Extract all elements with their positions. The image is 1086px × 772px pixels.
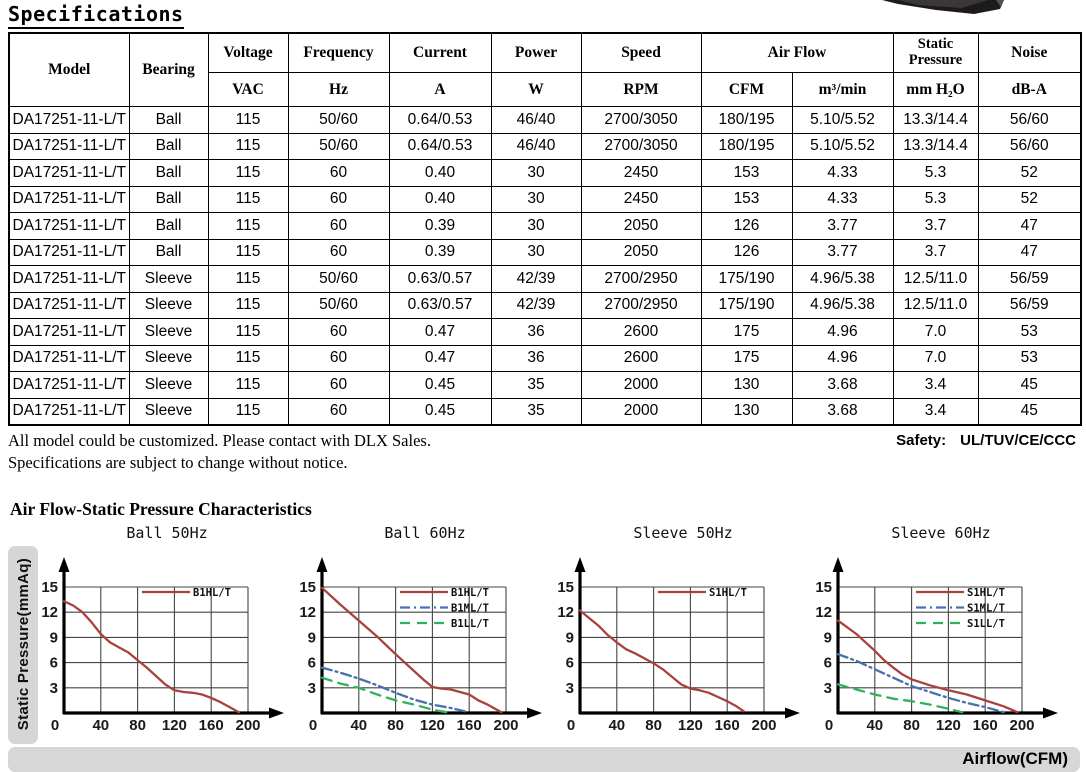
table-cell: 60	[288, 239, 389, 266]
safety-value: UL/TUV/CE/CCC	[960, 432, 1076, 449]
table-cell: 0.39	[389, 239, 491, 266]
svg-text:80: 80	[129, 716, 146, 734]
table-cell: 5.10/5.52	[792, 107, 893, 134]
table-cell: 180/195	[701, 133, 792, 160]
svg-text:120: 120	[419, 716, 445, 734]
unit-cfm: CFM	[701, 73, 792, 107]
table-cell: 56/60	[978, 107, 1081, 134]
table-row	[9, 266, 1081, 293]
table-cell: DA17251-11-L/T	[9, 398, 129, 425]
safety-approvals	[896, 432, 1080, 449]
table-cell: DA17251-11-L/T	[9, 239, 129, 266]
table-cell: 126	[701, 213, 792, 240]
table-cell: 50/60	[288, 266, 389, 293]
svg-text:15: 15	[557, 578, 574, 596]
svg-text:12: 12	[557, 603, 574, 621]
table-cell: 153	[701, 186, 792, 213]
svg-text:200: 200	[493, 716, 519, 734]
table-cell: 0.45	[389, 372, 491, 399]
table-row	[9, 319, 1081, 346]
svg-text:40: 40	[866, 716, 884, 734]
table-cell: DA17251-11-L/T	[9, 266, 129, 293]
table-cell: Sleeve	[129, 319, 208, 346]
table-cell: 46/40	[491, 107, 581, 134]
table-cell: 2700/2950	[581, 266, 701, 293]
unit-dba: dB-A	[978, 73, 1081, 107]
table-row	[9, 107, 1081, 134]
chart-ball-50hz	[38, 524, 296, 743]
svg-text:80: 80	[903, 716, 920, 734]
table-cell: 35	[491, 398, 581, 425]
svg-text:40: 40	[608, 716, 626, 734]
col-header-airflow: Air Flow	[701, 33, 893, 73]
table-cell: 0.47	[389, 345, 491, 372]
table-cell: 13.3/14.4	[893, 107, 978, 134]
table-row	[9, 398, 1081, 425]
table-cell: 5.3	[893, 160, 978, 187]
safety-label: Safety:	[896, 432, 947, 449]
chart-sleeve-60hz	[812, 524, 1070, 743]
footnotes	[8, 430, 1080, 475]
col-header-noise: Noise	[978, 33, 1081, 73]
table-cell: 175	[701, 345, 792, 372]
svg-text:200: 200	[235, 716, 261, 734]
table-row	[9, 186, 1081, 213]
table-cell: Sleeve	[129, 372, 208, 399]
chart-canvas	[38, 545, 296, 743]
table-cell: 126	[701, 239, 792, 266]
svg-text:40: 40	[92, 716, 110, 734]
table-cell: 53	[978, 345, 1081, 372]
table-cell: 36	[491, 319, 581, 346]
col-header-voltage: Voltage	[208, 33, 288, 73]
table-cell: DA17251-11-L/T	[9, 133, 129, 160]
table-cell: 3.7	[893, 239, 978, 266]
table-cell: 50/60	[288, 292, 389, 319]
col-header-frequency: Frequency	[288, 33, 389, 73]
y-axis-label-strip	[8, 546, 38, 744]
svg-text:B1ML/T: B1ML/T	[451, 602, 489, 615]
table-cell: DA17251-11-L/T	[9, 319, 129, 346]
table-cell: 12.5/11.0	[893, 292, 978, 319]
svg-text:B1HL/T: B1HL/T	[451, 586, 489, 599]
table-cell: 2050	[581, 213, 701, 240]
unit-vac: VAC	[208, 73, 288, 107]
table-cell: 115	[208, 186, 288, 213]
svg-text:15: 15	[299, 578, 316, 596]
table-cell: 0.47	[389, 319, 491, 346]
table-cell: 4.33	[792, 186, 893, 213]
table-cell: 30	[491, 213, 581, 240]
col-header-static-pressure: Static Pressure	[893, 33, 978, 73]
unit-mmh2o: mm H₂O	[893, 73, 978, 107]
svg-text:S1LL/T: S1LL/T	[967, 617, 1005, 630]
table-cell: 13.3/14.4	[893, 133, 978, 160]
svg-text:9: 9	[823, 628, 832, 646]
table-cell: 3.68	[792, 398, 893, 425]
table-cell: 2450	[581, 160, 701, 187]
table-cell: 2700/2950	[581, 292, 701, 319]
table-row	[9, 213, 1081, 240]
svg-text:3: 3	[565, 679, 574, 697]
table-cell: 2700/3050	[581, 133, 701, 160]
table-cell: 175/190	[701, 292, 792, 319]
table-cell: 47	[978, 213, 1081, 240]
unit-w: W	[491, 73, 581, 107]
page-title: Specifications	[8, 2, 184, 29]
table-cell: Ball	[129, 160, 208, 187]
table-cell: 53	[978, 319, 1081, 346]
table-cell: 0.39	[389, 213, 491, 240]
svg-text:120: 120	[935, 716, 961, 734]
chart-sleeve-50hz	[554, 524, 812, 743]
table-cell: 115	[208, 239, 288, 266]
svg-text:S1HL/T: S1HL/T	[709, 586, 747, 599]
x-axis-label-bar	[8, 747, 1080, 772]
svg-text:40: 40	[350, 716, 368, 734]
chart-ball-60hz	[296, 524, 554, 743]
table-cell: 47	[978, 239, 1081, 266]
svg-text:6: 6	[565, 654, 574, 672]
table-cell: 3.4	[893, 372, 978, 399]
table-cell: 175/190	[701, 266, 792, 293]
svg-text:9: 9	[49, 628, 58, 646]
table-cell: 60	[288, 319, 389, 346]
col-header-current: Current	[389, 33, 491, 73]
table-cell: 4.96	[792, 319, 893, 346]
table-row	[9, 239, 1081, 266]
unit-rpm: RPM	[581, 73, 701, 107]
table-cell: 2000	[581, 372, 701, 399]
table-cell: 115	[208, 398, 288, 425]
svg-text:200: 200	[751, 716, 777, 734]
svg-text:3: 3	[49, 679, 58, 697]
table-cell: Ball	[129, 107, 208, 134]
table-cell: 0.64/0.53	[389, 107, 491, 134]
table-cell: 130	[701, 372, 792, 399]
table-cell: 0.40	[389, 160, 491, 187]
table-cell: DA17251-11-L/T	[9, 160, 129, 187]
table-cell: 60	[288, 160, 389, 187]
table-cell: 180/195	[701, 107, 792, 134]
svg-text:0: 0	[824, 716, 834, 734]
svg-text:B1HL/T: B1HL/T	[193, 586, 231, 599]
charts-area	[8, 524, 1086, 744]
table-cell: 0.40	[389, 186, 491, 213]
svg-text:9: 9	[565, 628, 574, 646]
table-cell: 2450	[581, 186, 701, 213]
chart-canvas	[554, 545, 812, 743]
table-cell: DA17251-11-L/T	[9, 186, 129, 213]
table-cell: 4.96	[792, 345, 893, 372]
col-header-speed: Speed	[581, 33, 701, 73]
table-cell: 30	[491, 186, 581, 213]
svg-text:0: 0	[50, 716, 60, 734]
col-header-model: Model	[9, 33, 129, 107]
table-cell: 60	[288, 345, 389, 372]
table-row	[9, 292, 1081, 319]
table-cell: 56/59	[978, 266, 1081, 293]
table-cell: 130	[701, 398, 792, 425]
svg-text:B1LL/T: B1LL/T	[451, 617, 489, 630]
table-cell: 60	[288, 398, 389, 425]
svg-text:3: 3	[823, 679, 832, 697]
table-cell: Sleeve	[129, 398, 208, 425]
note-subject-to-change: Specifications are subject to change without notice.	[8, 453, 348, 473]
table-cell: 4.96/5.38	[792, 266, 893, 293]
table-cell: 60	[288, 213, 389, 240]
svg-text:12: 12	[815, 603, 832, 621]
table-cell: 2600	[581, 319, 701, 346]
table-cell: 115	[208, 266, 288, 293]
table-cell: 115	[208, 319, 288, 346]
svg-text:160: 160	[972, 716, 998, 734]
table-cell: 175	[701, 319, 792, 346]
table-cell: 46/40	[491, 133, 581, 160]
table-cell: 4.33	[792, 160, 893, 187]
table-cell: 50/60	[288, 107, 389, 134]
col-header-power: Power	[491, 33, 581, 73]
table-cell: 3.77	[792, 213, 893, 240]
table-cell: 115	[208, 160, 288, 187]
table-cell: 7.0	[893, 345, 978, 372]
table-cell: DA17251-11-L/T	[9, 292, 129, 319]
svg-text:80: 80	[387, 716, 404, 734]
table-cell: 36	[491, 345, 581, 372]
table-cell: 0.63/0.57	[389, 266, 491, 293]
section-title: Air Flow-Static Pressure Characteristics	[10, 498, 312, 519]
svg-text:6: 6	[307, 654, 316, 672]
table-cell: 2700/3050	[581, 107, 701, 134]
table-cell: 30	[491, 160, 581, 187]
table-cell: 3.77	[792, 239, 893, 266]
svg-text:S1HL/T: S1HL/T	[967, 586, 1005, 599]
unit-a: A	[389, 73, 491, 107]
table-row	[9, 160, 1081, 187]
table-cell: 56/60	[978, 133, 1081, 160]
table-cell: 3.68	[792, 372, 893, 399]
svg-text:12: 12	[299, 603, 316, 621]
chart-canvas	[296, 545, 554, 743]
svg-text:15: 15	[815, 578, 832, 596]
specifications-table	[8, 32, 1082, 426]
table-row	[9, 372, 1081, 399]
svg-text:6: 6	[823, 654, 832, 672]
svg-text:6: 6	[49, 654, 58, 672]
fan-photo-corner	[878, 0, 1018, 18]
chart-title: Sleeve 60Hz	[891, 523, 991, 542]
table-cell: 45	[978, 372, 1081, 399]
svg-text:160: 160	[198, 716, 224, 734]
table-cell: 56/59	[978, 292, 1081, 319]
unit-hz: Hz	[288, 73, 389, 107]
table-cell: Sleeve	[129, 266, 208, 293]
table-cell: 2600	[581, 345, 701, 372]
svg-text:120: 120	[161, 716, 187, 734]
table-cell: 4.96/5.38	[792, 292, 893, 319]
table-cell: 2000	[581, 398, 701, 425]
table-cell: 2050	[581, 239, 701, 266]
table-cell: Sleeve	[129, 345, 208, 372]
table-cell: 3.7	[893, 213, 978, 240]
note-customized: All model could be customized. Please contact with DLX Sales.	[8, 431, 431, 450]
table-cell: 5.10/5.52	[792, 133, 893, 160]
table-row	[9, 133, 1081, 160]
chart-title: Ball 60Hz	[384, 523, 466, 542]
svg-text:200: 200	[1009, 716, 1035, 734]
table-cell: 52	[978, 186, 1081, 213]
svg-text:160: 160	[456, 716, 482, 734]
table-cell: 30	[491, 239, 581, 266]
table-cell: DA17251-11-L/T	[9, 213, 129, 240]
svg-text:160: 160	[714, 716, 740, 734]
svg-text:9: 9	[307, 628, 316, 646]
table-cell: 115	[208, 213, 288, 240]
chart-canvas	[812, 545, 1070, 743]
svg-text:0: 0	[308, 716, 318, 734]
svg-text:120: 120	[677, 716, 703, 734]
unit-m3min: m³/min	[792, 73, 893, 107]
table-cell: 0.64/0.53	[389, 133, 491, 160]
table-cell: 5.3	[893, 186, 978, 213]
svg-text:12: 12	[41, 603, 58, 621]
table-cell: 115	[208, 345, 288, 372]
table-cell: 35	[491, 372, 581, 399]
table-cell: 50/60	[288, 133, 389, 160]
svg-text:15: 15	[41, 578, 58, 596]
table-row	[9, 345, 1081, 372]
table-cell: Ball	[129, 186, 208, 213]
table-cell: 42/39	[491, 266, 581, 293]
table-cell: DA17251-11-L/T	[9, 372, 129, 399]
table-cell: 7.0	[893, 319, 978, 346]
table-cell: 42/39	[491, 292, 581, 319]
table-cell: 0.45	[389, 398, 491, 425]
chart-title: Sleeve 50Hz	[633, 523, 733, 542]
table-cell: Ball	[129, 133, 208, 160]
table-cell: 45	[978, 398, 1081, 425]
svg-text:0: 0	[566, 716, 576, 734]
table-cell: DA17251-11-L/T	[9, 107, 129, 134]
table-cell: 3.4	[893, 398, 978, 425]
table-cell: 52	[978, 160, 1081, 187]
table-cell: 60	[288, 372, 389, 399]
table-cell: Ball	[129, 239, 208, 266]
table-cell: 115	[208, 133, 288, 160]
table-cell: DA17251-11-L/T	[9, 345, 129, 372]
table-cell: 115	[208, 292, 288, 319]
svg-text:S1ML/T: S1ML/T	[967, 602, 1005, 615]
table-cell: 153	[701, 160, 792, 187]
y-axis-label: Static Pressure(mmAq)	[14, 558, 32, 731]
table-cell: 115	[208, 372, 288, 399]
table-cell: Sleeve	[129, 292, 208, 319]
table-cell: 12.5/11.0	[893, 266, 978, 293]
table-cell: 115	[208, 107, 288, 134]
svg-text:80: 80	[645, 716, 662, 734]
table-cell: 0.63/0.57	[389, 292, 491, 319]
col-header-bearing: Bearing	[129, 33, 208, 107]
table-cell: Ball	[129, 213, 208, 240]
x-axis-label: Airflow(CFM)	[962, 749, 1068, 769]
table-cell: 60	[288, 186, 389, 213]
chart-title: Ball 50Hz	[126, 523, 208, 542]
svg-text:3: 3	[307, 679, 316, 697]
